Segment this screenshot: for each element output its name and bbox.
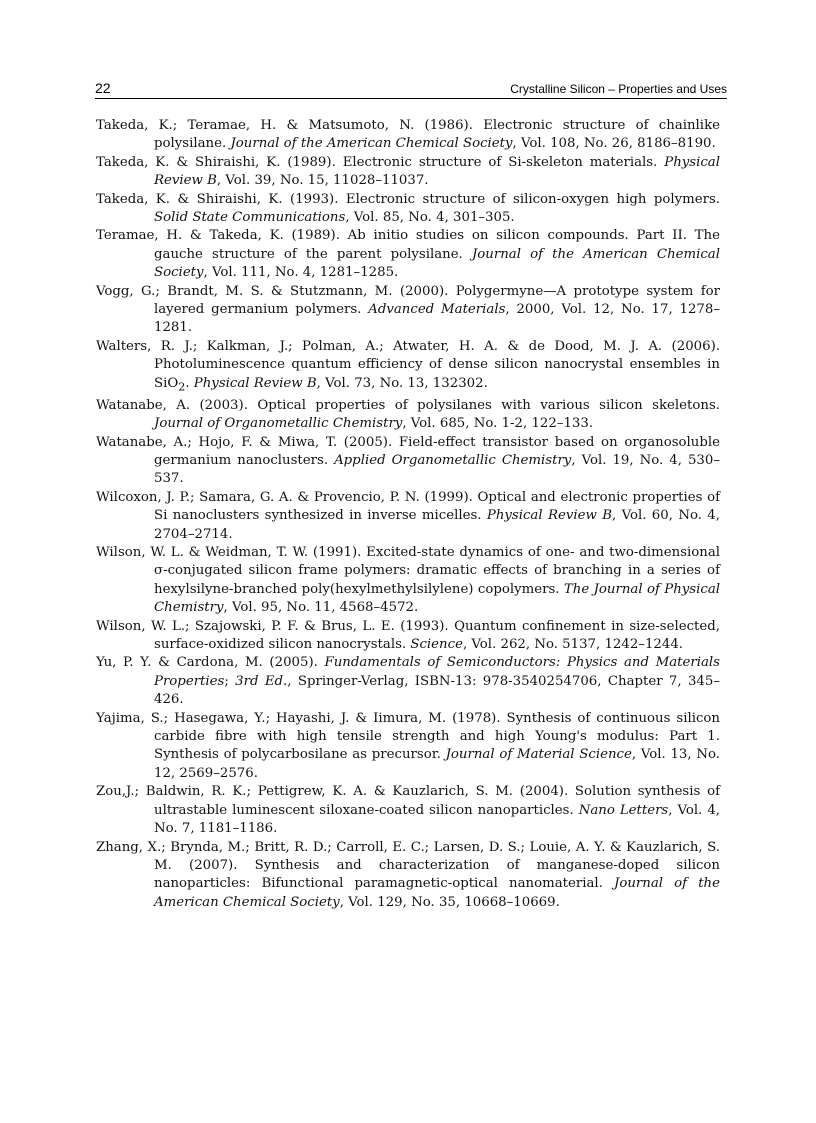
reference-text: , Vol. 262, No. 5137, 1242–1244. (462, 637, 684, 653)
page-number: 22 (95, 80, 111, 96)
reference-journal-title: Journal of the American Chemical Society (230, 136, 513, 152)
reference-journal-title: Solid State Communications (154, 210, 346, 226)
reference-text: , Vol. 19, No. 4, 530–537. (154, 452, 720, 487)
reference-text: , Vol. 39, No. 15, 11028–11037. (216, 173, 429, 189)
running-title: Crystalline Silicon – Properties and Uses (510, 82, 727, 96)
reference-entry (96, 783, 720, 838)
reference-entry (96, 227, 720, 282)
reference-entry (96, 191, 720, 228)
reference-journal-title: 3rd Ed. (235, 673, 288, 689)
reference-entry (96, 654, 720, 709)
reference-journal-title: Physical Review B (193, 375, 317, 391)
reference-text: Takeda, K. & Shiraishi, K. (1989). Electronic structure of Si-skeleton materials. (96, 154, 665, 170)
reference-text: Wilcoxon, J. P.; Samara, G. A. & Provencio, P. N. (1999). Optical and electronic properties of Si nanoclusters synthesized in inverse micelles. (96, 489, 720, 524)
reference-journal-title: Physical Review B (486, 508, 612, 524)
reference-entry (96, 710, 720, 784)
reference-text: Wilson, W. L. & Weidman, T. W. (1991). Excited-state dynamics of one- and two-dimensional σ-conjugated silicon frame polymers: dramatic effects of branching in a series of hexylsilyne-branched poly(hexylmethylsilylene) copolymers. (96, 545, 720, 597)
reference-text: Walters, R. J.; Kalkman, J.; Polman, A.; Atwater, H. A. & de Dood, M. J. A. (2006). Photoluminescence quantum efficiency of dense silicon nanocrystal ensembles in SiO (96, 338, 720, 391)
reference-journal-title: Physical Review B (154, 154, 720, 189)
reference-journal-title: The Journal of Physical Chemistry (154, 581, 720, 616)
reference-text: Zhang, X.; Brynda, M.; Britt, R. D.; Carroll, E. C.; Larsen, D. S.; Louie, A. Y. & Kauzlarich, S. M. (2007). Synthesis and characterization of manganese-doped silicon nanoparticles: Bifunctional paramagnetic-optical nanomaterial. (96, 839, 720, 892)
reference-text: , Vol. 111, No. 4, 1281–1285. (203, 265, 399, 281)
reference-text: Yu, P. Y. & Cardona, M. (2005). (96, 655, 325, 671)
reference-text: Watanabe, A. (2003). Optical properties of polysilanes with various silicon skeletons. (96, 397, 720, 413)
reference-text: , Vol. 60, No. 4, 2704–2714. (154, 508, 720, 542)
reference-journal-title: Fundamentals of Semiconductors: Physics and Materials Properties (154, 655, 720, 689)
reference-journal-title: Science (410, 637, 463, 653)
reference-entry (96, 338, 720, 397)
reference-entry (96, 283, 720, 338)
reference-entry (96, 397, 720, 434)
reference-text: Takeda, K.; Teramae, H. & Matsumoto, N. (1986). Electronic structure of chainlike polysilane. (96, 118, 720, 152)
reference-journal-title: Advanced Materials (368, 302, 506, 318)
reference-journal-title: Journal of Organometallic Chemistry (154, 416, 403, 432)
reference-journal-title: Journal of the American Chemical Society (154, 876, 720, 910)
reference-text: , Springer-Verlag, ISBN-13: 978-3540254706, Chapter 7, 345–426. (154, 673, 720, 708)
reference-text: , Vol. 685, No. 1-2, 122–133. (402, 416, 594, 432)
reference-entry (96, 434, 720, 489)
page-header (95, 80, 727, 99)
reference-text: , Vol. 85, No. 4, 301–305. (345, 210, 515, 226)
reference-text: Zou,J.; Baldwin, R. K.; Pettigrew, K. A. & Kauzlarich, S. M. (2004). Solution synthesis of ultrastable luminescent siloxane-coated silicon nanoparticles. (96, 784, 720, 818)
reference-entry (96, 618, 720, 655)
reference-text: . (185, 375, 194, 391)
reference-journal-title: Journal of the American Chemical Society (154, 246, 720, 281)
reference-text: , Vol. 13, No. 12, 2569–2576. (154, 747, 720, 781)
reference-entry (96, 489, 720, 544)
reference-text: , Vol. 73, No. 13, 132302. (316, 375, 488, 391)
reference-journal-title: Journal of Material Science (445, 747, 632, 763)
reference-text: Takeda, K. & Shiraishi, K. (1993). Electronic structure of silicon-oxygen high polymers. (96, 191, 720, 207)
reference-text: , Vol. 4, No. 7, 1181–1186. (154, 802, 721, 837)
subscript: 2 (178, 380, 186, 394)
reference-journal-title: Nano Letters (578, 802, 669, 818)
reference-entry (96, 117, 720, 154)
reference-text: , Vol. 95, No. 11, 4568–4572. (223, 600, 419, 616)
reference-text: , Vol. 108, No. 26, 8186–8190. (512, 136, 716, 152)
reference-entry (96, 839, 720, 913)
reference-text: ; (224, 673, 236, 689)
reference-text: Watanabe, A.; Hojo, F. & Miwa, T. (2005). Field-effect transistor based on organosoluble germanium nanoclusters. (96, 434, 720, 468)
reference-text: , Vol. 129, No. 35, 10668–10669. (339, 894, 560, 910)
reference-entry (96, 154, 720, 191)
reference-journal-title: Applied Organometallic Chemistry (334, 452, 572, 468)
reference-text: , 2000, Vol. 12, No. 17, 1278–1281. (154, 302, 720, 336)
reference-text: Vogg, G.; Brandt, M. S. & Stutzmann, M. (2000). Polygermyne—A prototype system for layered germanium polymers. (96, 283, 720, 318)
reference-text: Yajima, S.; Hasegawa, Y.; Hayashi, J. & Iimura, M. (1978). Synthesis of continuous silicon carbide fibre with high tensile strength and high Young's modulus: Part 1. Synthesis of polycarbosilane as precursor. (96, 710, 720, 763)
reference-list (96, 117, 720, 912)
reference-text: Teramae, H. & Takeda, K. (1989). Ab initio studies on silicon compounds. Part II. The gauche structure of the parent polysilane. (96, 228, 720, 262)
reference-entry (96, 544, 720, 618)
reference-text: Wilson, W. L.; Szajowski, P. F. & Brus, L. E. (1993). Quantum confinement in size-selected, surface-oxidized silicon nanocrystals. (96, 618, 720, 653)
